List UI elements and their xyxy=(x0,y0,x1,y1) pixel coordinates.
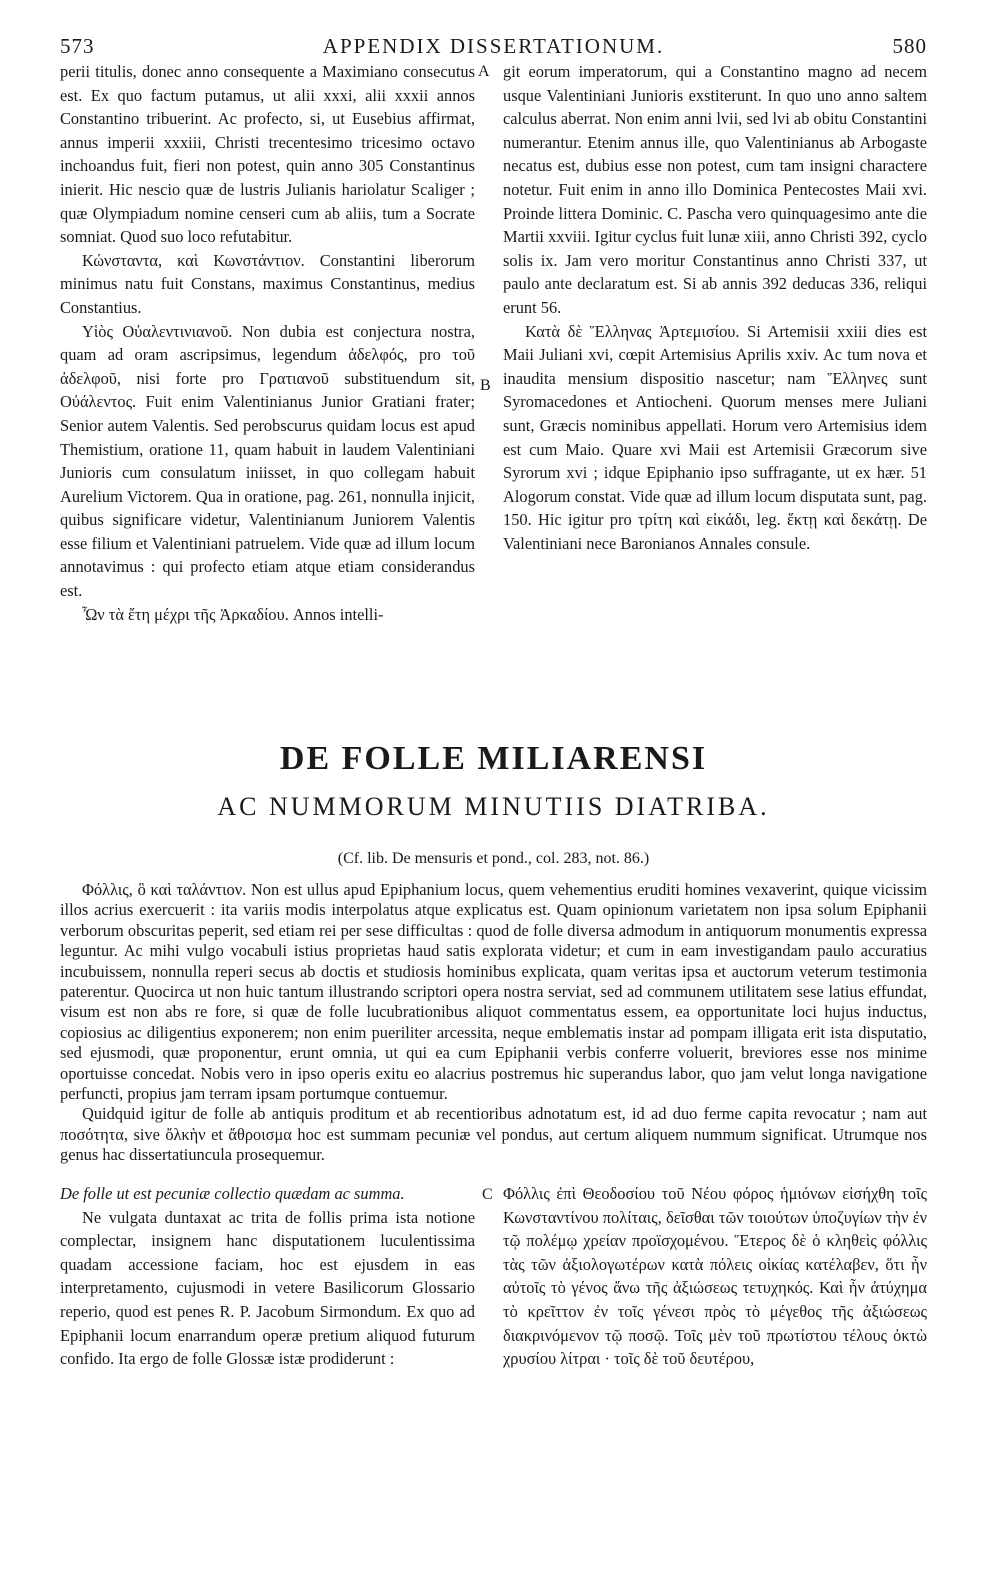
section-title: DE FOLLE MILIARENSI xyxy=(279,740,708,777)
intro-text xyxy=(60,880,927,1170)
right-column-bottom xyxy=(503,1182,927,1577)
margin-marker-b: B xyxy=(480,377,491,394)
running-title: APPENDIX DISSERTATIONUM. xyxy=(322,34,665,58)
paragraph: Ne vulgata duntaxat ac trita de follis prima ista notione complectar, insignem hanc disputationem luculentissima quadam accessione faciam, hoc est ejusdem in eas interpretamento, cujusmodi in vetere Basilicorum Glossario reperio, quod est penes R. P. Jacobum Sirmondum. Ex quo ad Epiphanii locum enarrandum operæ pretium aliquod futurum confido. Ita ergo de folle Glossæ istæ prodiderunt : xyxy=(60,1207,475,1369)
paragraph: git eorum imperatorum, qui a Constantino magno ad necem usque Valentiniani Junioris exstiterunt. In quo uno anno saltem calculus aberrat. Non enim anni lvii, sed lvi ab obitu Constantini numerantur. Etenim annus ille, quo Valentinianus ab Arbogaste necatus est, dubius esse non potest, cum tam insigni charactere notetur. Fuit enim in anno illo Dominica Pentecostes Maii xvi. Proinde littera Dominic. C. Pascha vero quinquagesimo ante die Martii xxviii. Igitur cyclus fuit lunæ xiii, anno Christi 392, cyclo solis ix. Jam vero moritur Constantinus anno Christi 337, ut paulo ante declaratum est. Si ab annis 392 deducas 336, reliqui erunt 56. xyxy=(503,62,927,317)
paragraph: Ὦν τὰ ἔτη μέχρι τῆς Ἀρκαδίου. Annos intelli- xyxy=(82,604,384,624)
subsection-heading: De folle ut est pecuniæ collectio quædam ac summa. xyxy=(60,1184,405,1203)
running-header xyxy=(60,30,927,60)
page-number-left: 573 xyxy=(60,34,95,58)
greek-quotation: Φόλλις ἐπὶ Θεοδοσίου τοῦ Νέου φόρος ἡμιόνων εἰσήχθη τοῖς Κωνσταντίνου πολίταις, δεῖσθαι τῶν τοιούτων ὑποζυγίων τὴν ἐν τῷ πολέμῳ χρείαν προϊσχομένου. Ἕτερος δὲ ὁ κληθεὶς φόλλις τὰς τῶν ἀξιολογωτέρων κατὰ πόλεις οἰκίας κατέλαβεν, ὅτι ἦν αὐτοῖς τὸ γένος ἄνω τῆς ἀξιώσεως τετυχηκός. Καὶ ἦν ἀτύχημα τὸ κρεῖττον ἐν τοῖς γένεσι πρὸς τὸ μέγεθος τῆς ἀξιώσεως διακρινόμενον τῷ ποσῷ. Τοῖς μὲν τοῦ πρωτίστου τέλους ὀκτὼ χρυσίου λίτραι · τοῖς δὲ τοῦ δευτέρου, xyxy=(503,1184,927,1369)
page-number-right: 580 xyxy=(892,34,927,58)
paragraph: Κατὰ δὲ Ἕλληνας Ἀρτεμισίου. Si Artemisii xxiii dies est Maii Juliani xvi, cœpit Artemisius Aprilis xxiv. Ac tum nova et inaudita mensium dispositio nascetur; nam Ἕλληνες sunt Syromacedones et Antiocheni. Quorum menses mere Juliani sunt, Græcis nominibus appellati. Horum vero Artemisius idem est cum Maio. Quare xvi Maii est Artemisii Græcorum sive Syrorum xvi ; idque Epiphanio ipso suffragante, ut ex hær. 51 Alogorum constat. Vide quæ ad illum locum disputata sunt, pag. 150. Hic igitur pro τρίτη καὶ εἰκάδι, leg. ἕκτῃ καὶ δεκάτῃ. De Valentiniani nece Baronianos Annales consule. xyxy=(503,321,927,553)
left-column-bottom xyxy=(60,1182,475,1577)
margin-marker-a: A xyxy=(478,63,490,80)
paragraph: Φόλλις, ὃ καὶ ταλάντιον. Non est ullus apud Epiphanium locus, quem vehementius eruditi homines vexaverint, quique vicissim illos acrius exercuerit : ita variis modis interpolatus atque explicatus est. Quam opinionum varietatem non ipsa solum Epiphanii verborum obscuritas peperit, sed etiam rei per sese difficultas : quod de folle diversa admodum in antiquorum monumentis expressa leguntur. Ac mihi vulgo vocabuli istius proprietas haud satis explorata videtur; et cum in eam investigandam paulo accuratius incubuissem, nonnulla reperi secus ab doctis et studiosis hominibus explicata, quam veritas ipsa et auctorum veterum testimonia paterentur. Quocirca ut non huic tantum illustrando scriptori opera nostra serviat, sed ad communem utilitatem sese latius effundat, visum est non abs re fore, si quæ de folle lucubrationibus aliquot commentatus essem, ea opportunitate loci hujus inductus, copiosius ac diligentius exponerem; non enim pueriliter arcessita, neque emblematis instar ad pompam illigata erit ista disputatio, sed ejusmodi, quæ proponentur, erunt omnia, ut qui ea cum Epiphanii verbis conferre voluerit, breviores esse nos minime oportuisse concedat. Nobis vero in ipso operis exitu eo alacrius postremus hic superandus labor, quo jam velut longa navigatione perfuncti, propius jam terram ipsam portumque contuemur. xyxy=(60,880,927,1104)
paragraph: Quidquid igitur de folle ab antiquis proditum et ab recentioribus adnotatum est, id ad duo ferme capita revocatur ; nam aut ποσότητα, sive ὄλκὴν et ἄθροισμα hoc est summam pecuniæ vel pondus, aut certum aliquem nummum significat. Utrumque nos genus hac dissertatiuncula prosequemur. xyxy=(60,1104,927,1165)
paragraph: perii titulis, donec anno consequente a Maximiano consecutus est. Ex quo factum putamus, ut alii xxxi, alii xxxii annos Constantino tribuerint. Ac profecto, si, ut Eusebius affirmat, annus imperii xxxiii, Christi trecentesimo tricesimo octavo inchoandus fuit, fieri non potest, quin anno 305 Constantinus inierit. Hic nescio quæ de lustris Julianis hariolatur Scaliger ; quæ Olympiadum nomine censeri cum ab aliis, tum a Socrate somniat. Quod suo loco refutabitur. xyxy=(60,62,475,247)
right-column-top xyxy=(503,60,927,715)
paragraph: Κώνσταντα, καὶ Κωνστάντιον. Constantini liberorum minimus natu fuit Constans, maximus Constantinus, medius Constantius. xyxy=(60,250,475,317)
paragraph: Υἱὸς Οὐαλεντινιανοῦ. Non dubia est conjectura nostra, quam ad oram ascripsimus, legendum ἀδελφός, pro τοῦ ἀδελφοῦ, nisi forte pro Γρατιανοῦ substituendum sit, Οὐάλεντος. Fuit enim Valentinianus Junior Gratiani frater; Senior autem Valentis. Sed perobscurus quidam locus est apud Themistium, oratione 11, quam habuit in laudem Valentiniani Junioris cum consulatum iniisset, in quo collegam habuit Aurelium Victorem. Qua in oratione, pag. 261, nonnulla injicit, quibus significare videtur, Valentinianum Juniorem Valentis esse filium et Valentiniani patruelem. Vide quæ ad illum locum annotavimus : qui profecto etiam atque etiam considerandus est. xyxy=(60,321,475,601)
cross-reference: (Cf. lib. De mensuris et pond., col. 283, not. 86.) xyxy=(337,850,650,867)
margin-marker-c: C xyxy=(482,1186,493,1203)
section-subtitle: AC NUMMORUM MINUTIIS DIATRIBA. xyxy=(217,792,770,821)
left-column-top xyxy=(60,60,475,715)
